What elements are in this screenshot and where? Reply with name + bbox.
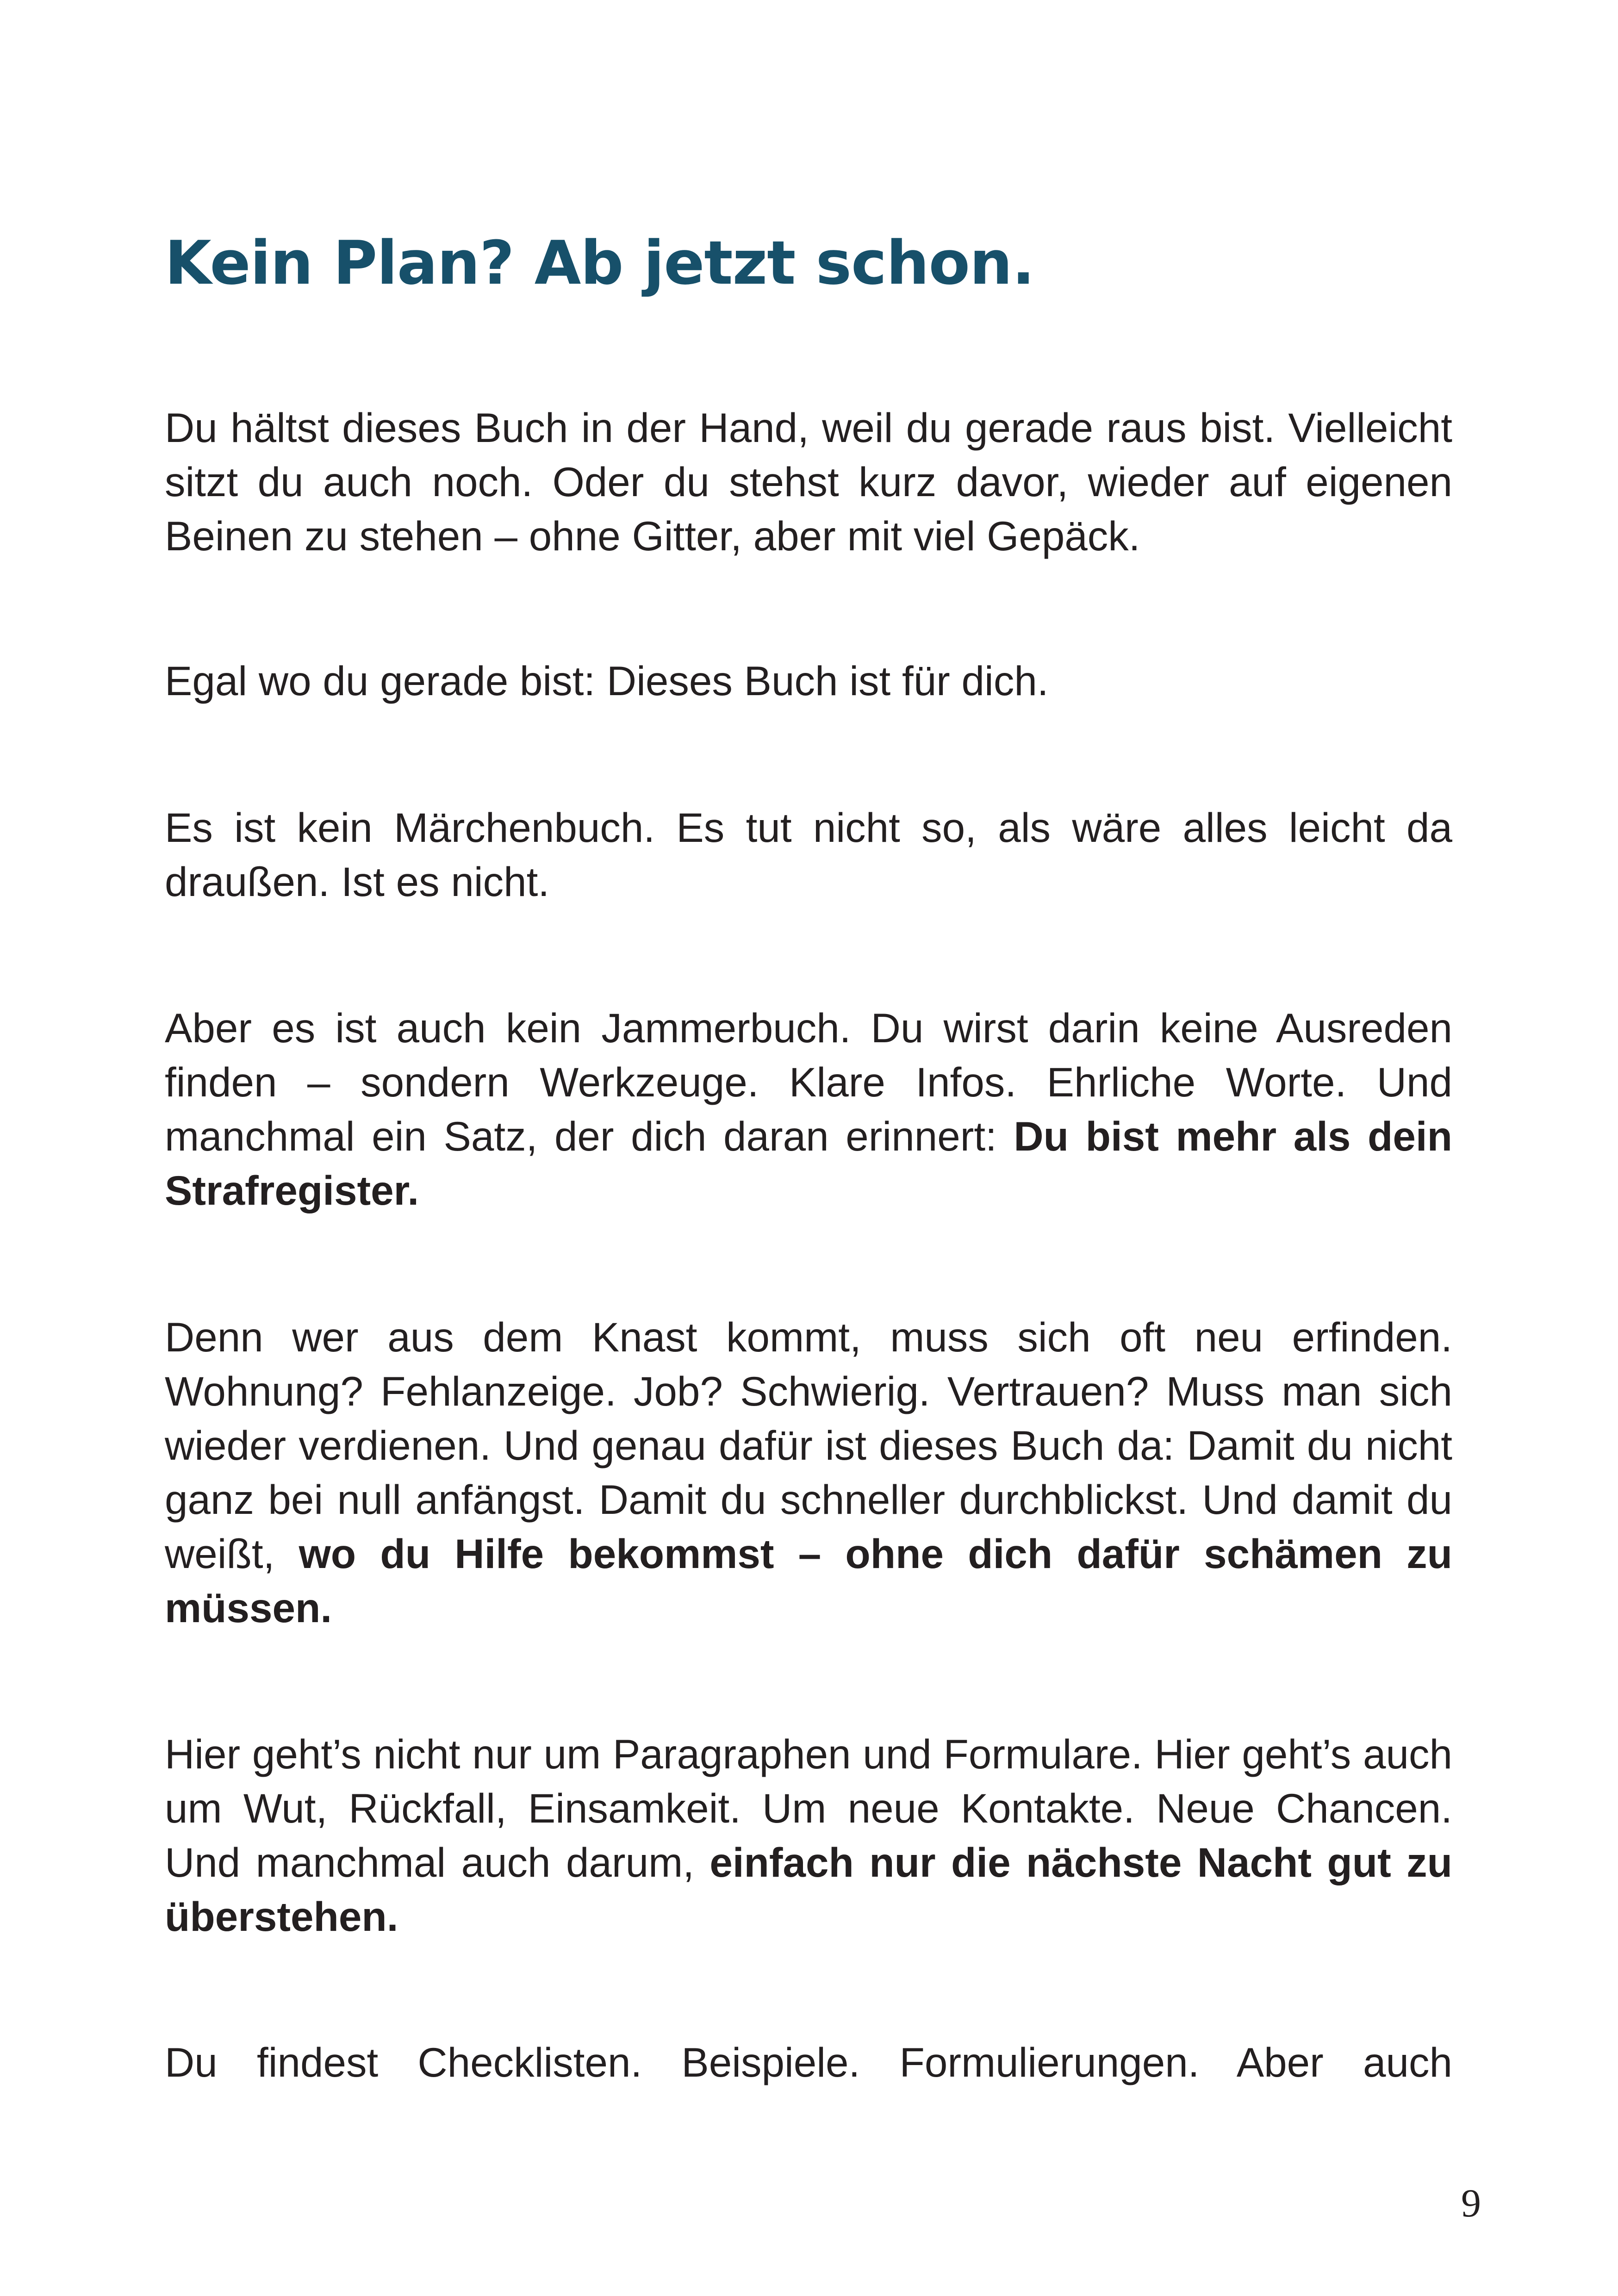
paragraph-4 <box>165 1001 1452 1218</box>
paragraph-6 <box>165 1727 1452 1944</box>
paragraph-7: Du findest Checklisten. Beispiele. Formulierungen. Aber auch <box>165 2039 1452 2085</box>
paragraph-5-text: Denn wer aus dem Knast kommt, muss sich oft neu erfinden. Wohnung? Fehlanzeige. Job? Schwierig. Vertrauen? Muss man sich wieder verdienen. Und genau dafür ist dieses Buch da: Damit du nicht ganz bei null anfängst. Damit du schneller durchblickst. Und damit du weißt, <box>165 1314 1452 1577</box>
paragraph-1: Du hältst dieses Buch in der Hand, weil du gerade raus bist. Vielleicht sitzt du auch noch. Oder du stehst kurz davor, wieder auf eigenen Beinen zu stehen – ohne Gitter, aber mit viel Gepäck. <box>165 404 1452 559</box>
paragraph-3: Es ist kein Märchenbuch. Es tut nicht so, als wäre alles leicht da draußen. Ist es nicht. <box>165 804 1452 905</box>
paragraph-5-emphasis: wo du Hilfe bekommst – ohne dich dafür schämen zu müssen. <box>165 1531 1453 1631</box>
paragraph-4-emphasis: Du bist mehr als dein Strafregister. <box>165 1113 1452 1213</box>
paragraph-2: Egal wo du gerade bist: Dieses Buch ist für dich. <box>165 658 1049 704</box>
page-title: Kein Plan? Ab jetzt schon. <box>165 228 1034 298</box>
paragraph-5 <box>165 1310 1452 1635</box>
page-number: 9 <box>1461 2181 1481 2225</box>
paragraph-6-text: Hier geht’s nicht nur um Paragraphen und Formulare. Hier geht’s auch um Wut, Rückfall, Einsamkeit. Um neue Kontakte. Neue Chancen. Und manchmal auch darum, <box>165 1731 1452 1885</box>
paragraph-6-emphasis: einfach nur die nächste Nacht gut zu überstehen. <box>165 1839 1453 1940</box>
paragraph-4-text: Aber es ist auch kein Jammerbuch. Du wirst darin keine Ausreden finden – sondern Werkzeuge. Klare Infos. Ehrliche Worte. Und manchmal ein Satz, der dich daran erinnert: <box>165 1005 1452 1159</box>
